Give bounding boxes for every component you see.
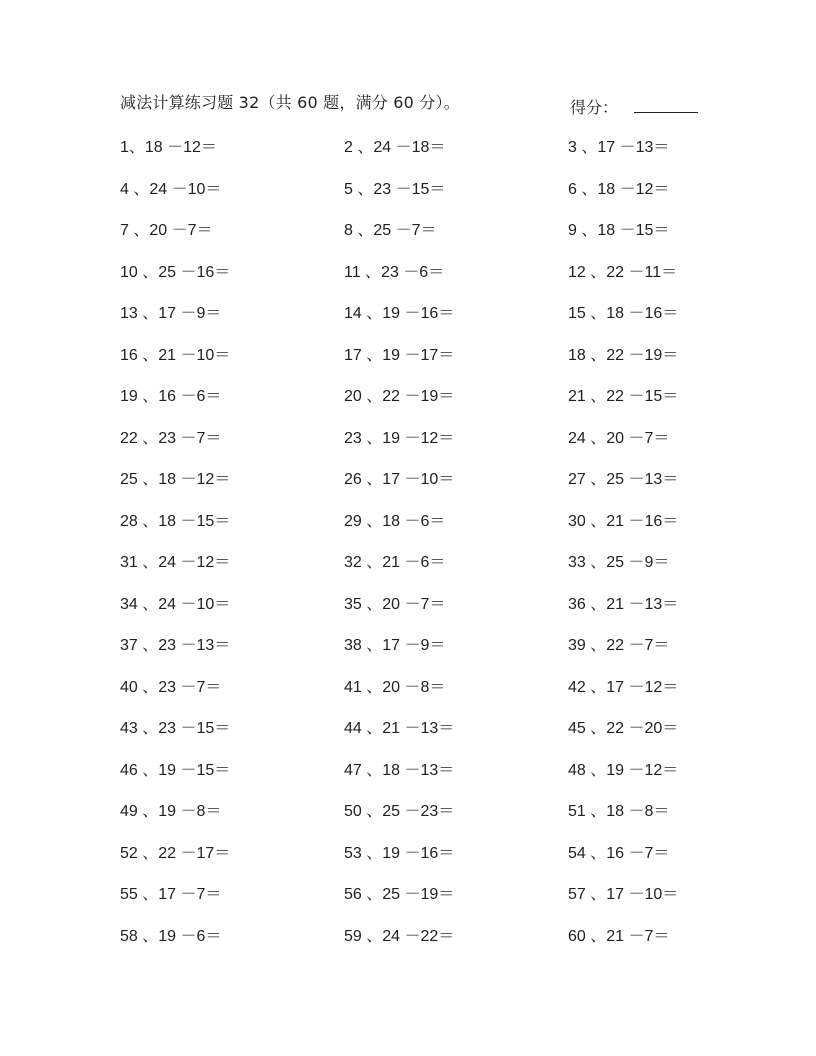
problem-grid [120,136,720,966]
problem-item: 58 、19 －6＝ [120,927,222,945]
worksheet-title: 减法计算练习题 32（共 60 题，满分 60 分）。 [120,93,460,112]
problem-item: 59 、24 －22＝ [344,927,455,945]
problem-item: 10 、25 －16＝ [120,263,231,281]
problem-item: 11 、23 －6＝ [344,263,445,281]
problem-item: 47 、18 －13＝ [344,761,455,779]
problem-item: 56 、25 －19＝ [344,886,455,903]
problem-item: 7 、20 －7＝ [120,222,213,239]
problem-item: 32 、21 －6＝ [344,554,446,571]
score-field [570,95,698,118]
problem-item: 45 、22 －20＝ [568,720,679,737]
problem-item: 49 、19 －8＝ [120,803,222,820]
problem-item: 17 、19 －17＝ [344,346,455,364]
problem-item: 52 、22 －17＝ [120,844,231,862]
problem-item: 28 、18 －15＝ [120,512,231,530]
problem-item: 4 、24 －10＝ [120,180,222,198]
problem-item: 22 、23 －7＝ [120,429,222,447]
problem-item: 6 、18 －12＝ [568,180,670,198]
problem-item: 48 、19 －12＝ [568,761,679,779]
score-blank-line [634,98,698,113]
problem-item: 25 、18 －12＝ [120,471,231,488]
problem-item: 29 、18 －6＝ [344,512,446,530]
problem-item: 35 、20 －7＝ [344,595,446,613]
problem-item: 60 、21 －7＝ [568,927,670,945]
problem-item: 13 、17 －9＝ [120,305,222,322]
problem-item: 16 、21 －10＝ [120,346,231,364]
problem-item: 36 、21 －13＝ [568,595,679,613]
problem-item: 44 、21 －13＝ [344,720,455,737]
problem-item: 46 、19 －15＝ [120,761,231,779]
problem-item: 33 、25 －9＝ [568,554,670,571]
problem-item: 20 、22 －19＝ [344,388,455,405]
problem-item: 8 、25 －7＝ [344,222,437,239]
problem-item: 37 、23 －13＝ [120,637,231,654]
problem-item: 26 、17 －10＝ [344,471,455,488]
problem-item: 12 、22 －11＝ [568,263,678,281]
problem-item: 31 、24 －12＝ [120,554,231,571]
problem-item: 18 、22 －19＝ [568,346,679,364]
problem-item: 55 、17 －7＝ [120,886,222,903]
problem-item: 40 、23 －7＝ [120,678,222,696]
problem-item: 9 、18 －15＝ [568,222,670,239]
problem-item: 34 、24 －10＝ [120,595,231,613]
problem-item: 23 、19 －12＝ [344,429,455,447]
problem-item: 57 、17 －10＝ [568,886,679,903]
problem-item: 53 、19 －16＝ [344,844,455,862]
problem-item: 51 、18 －8＝ [568,803,670,820]
problem-item: 5 、23 －15＝ [344,180,446,198]
problem-item: 27 、25 －13＝ [568,471,679,488]
problem-item: 1、18 －12＝ [120,139,217,156]
problem-item: 41 、20 －8＝ [344,678,446,696]
problem-item: 43 、23 －15＝ [120,720,231,737]
problem-item: 54 、16 －7＝ [568,844,670,862]
problem-item: 3 、17 －13＝ [568,139,670,156]
score-label: 得分： [570,98,619,117]
problem-item: 15 、18 －16＝ [568,305,679,322]
problem-item: 42 、17 －12＝ [568,678,679,696]
problem-item: 38 、17 －9＝ [344,637,446,654]
problem-item: 2 、24 －18＝ [344,139,446,156]
problem-item: 14 、19 －16＝ [344,305,455,322]
problem-item: 30 、21 －16＝ [568,512,679,530]
problem-item: 21 、22 －15＝ [568,388,679,405]
problem-item: 50 、25 －23＝ [344,803,455,820]
problem-item: 19 、16 －6＝ [120,388,222,405]
problem-item: 24 、20 －7＝ [568,429,670,447]
problem-item: 39 、22 －7＝ [568,637,670,654]
